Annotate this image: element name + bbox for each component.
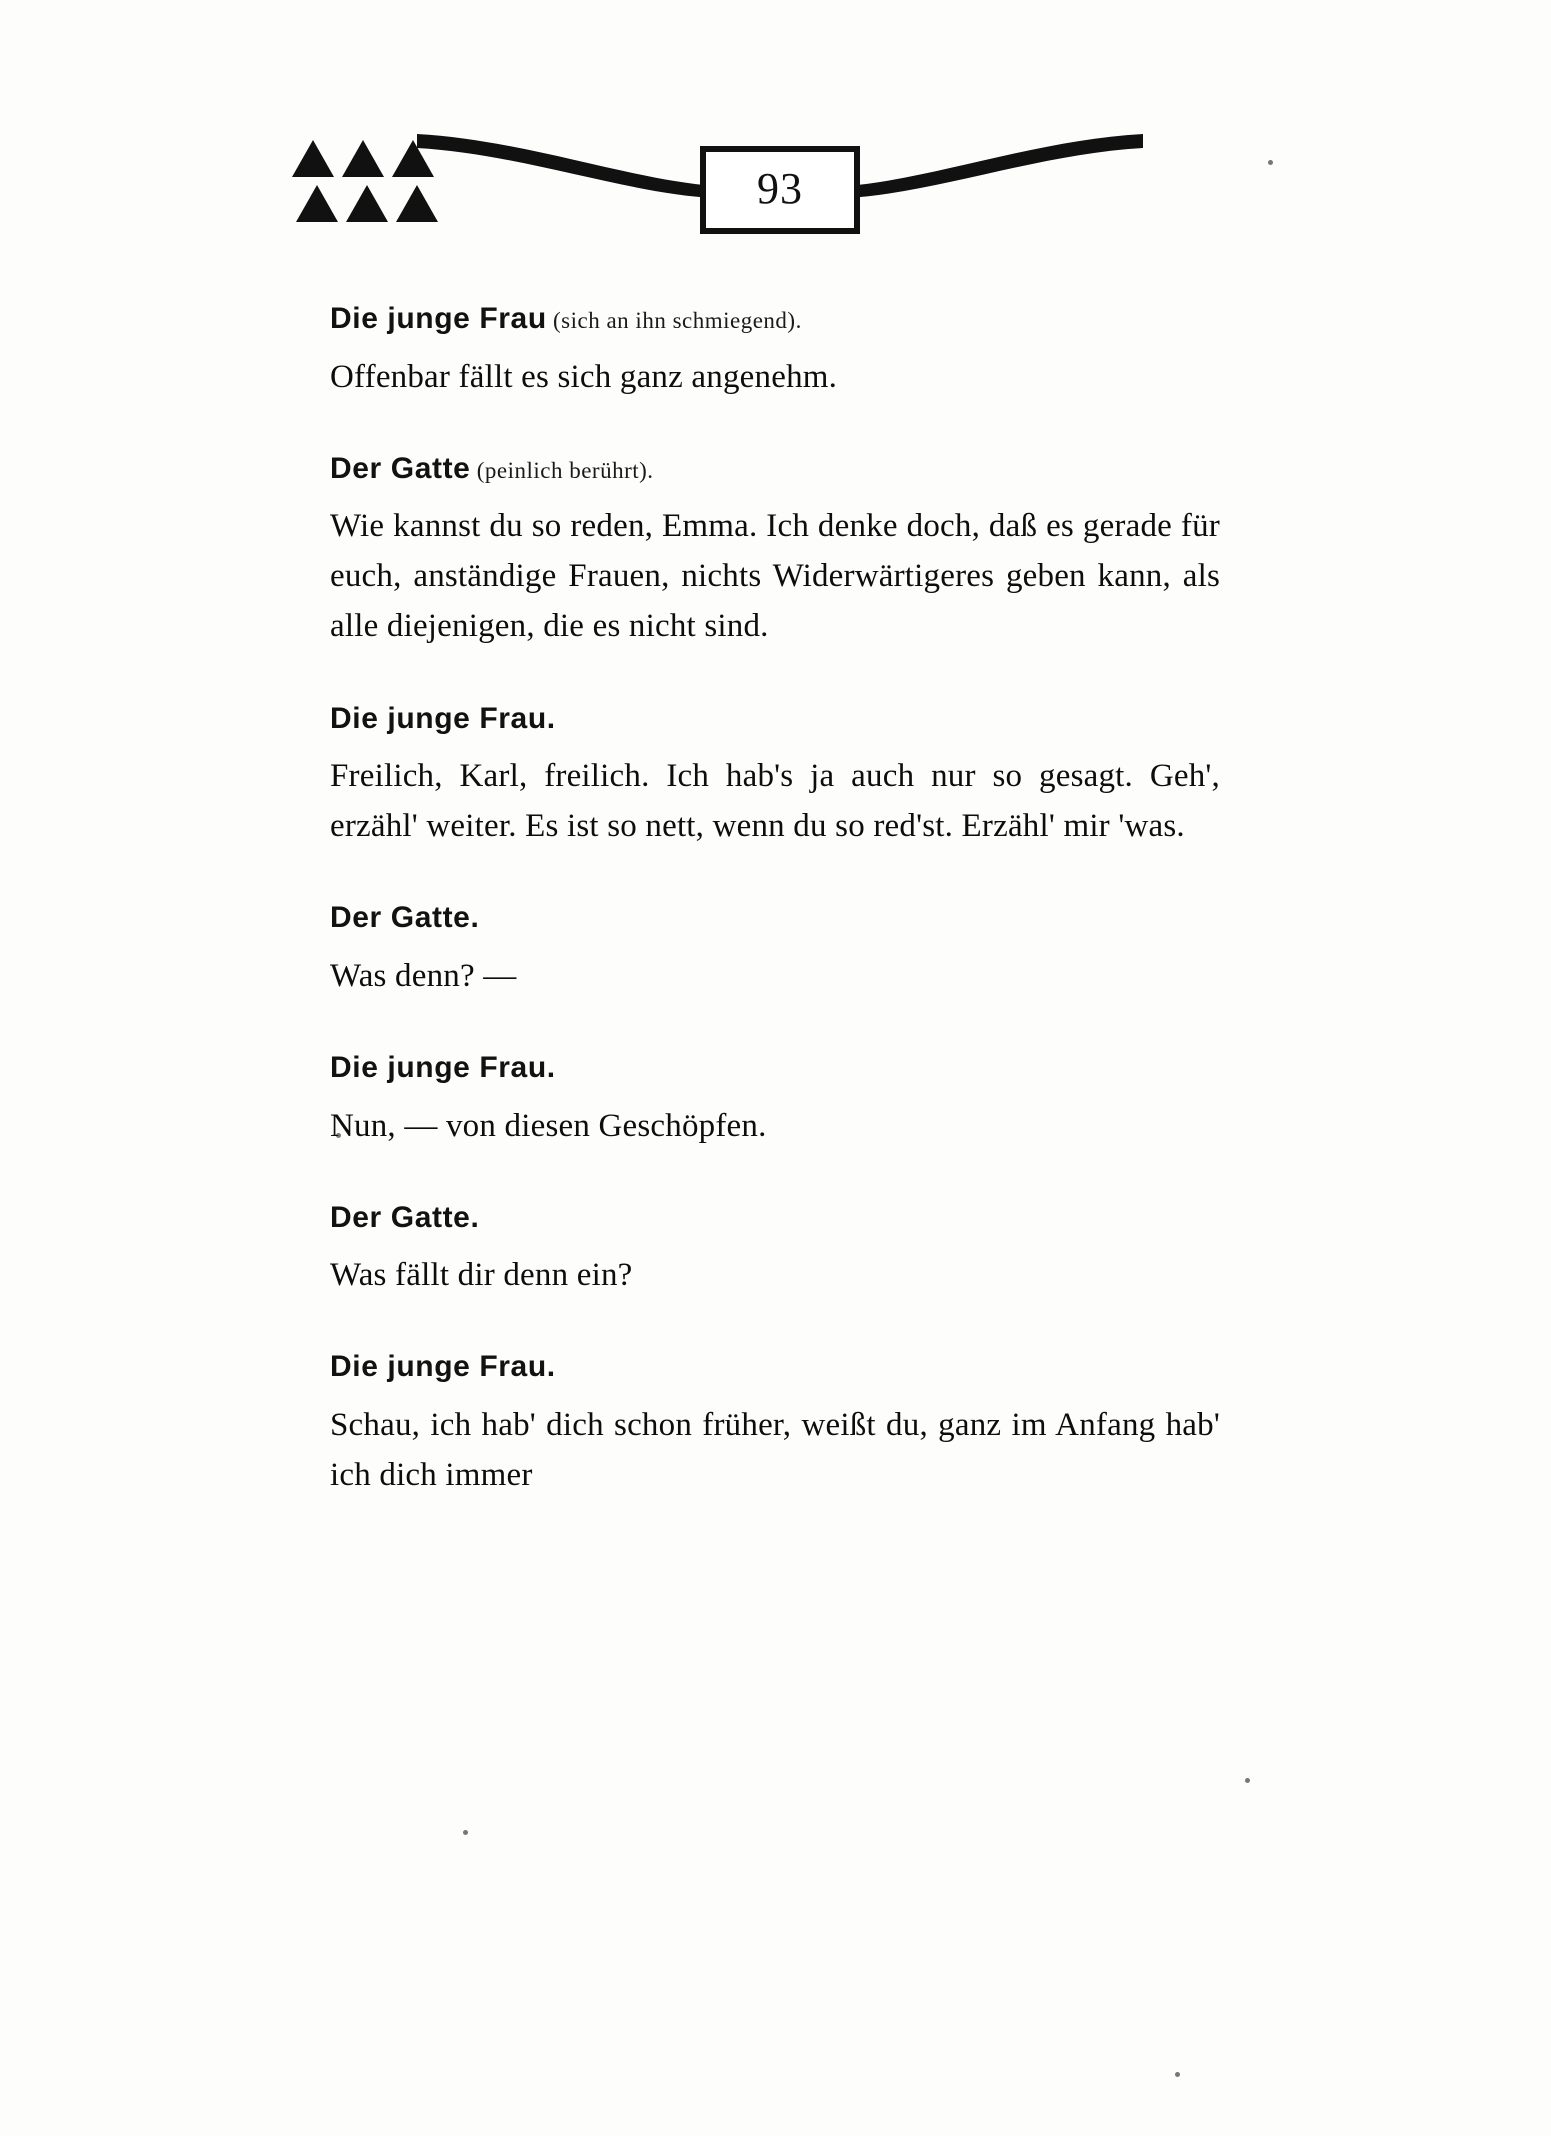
speaker-label: Der Gatte bbox=[330, 451, 471, 485]
dialogue-block bbox=[330, 700, 1220, 852]
speaker-label: Der Gatte. bbox=[330, 901, 480, 935]
page-number-box bbox=[700, 146, 860, 234]
print-speck bbox=[1245, 1778, 1250, 1783]
speaker-name bbox=[330, 1199, 1220, 1237]
speaker-name bbox=[330, 1348, 1220, 1386]
triangle-icon bbox=[346, 185, 388, 222]
speaker-label: Die junge Frau. bbox=[330, 1350, 556, 1384]
dialogue-line: Nun, — von diesen Geschöpfen. bbox=[330, 1107, 767, 1144]
dialogue-line: Offenbar fällt es sich ganz angenehm. bbox=[330, 358, 838, 395]
dialogue-line: Was denn? — bbox=[330, 957, 517, 994]
dialogue-line: Was fällt dir denn ein? bbox=[330, 1257, 633, 1294]
speaker-label: Die junge Frau. bbox=[330, 701, 556, 735]
stage-direction: (sich an ihn schmiegend). bbox=[546, 308, 802, 333]
speaker-name bbox=[330, 700, 1220, 738]
speaker-name bbox=[330, 1049, 1220, 1087]
speaker-label: Der Gatte. bbox=[330, 1200, 480, 1234]
speaker-label: Die junge Frau. bbox=[330, 1051, 556, 1085]
dialogue-block bbox=[330, 1348, 1220, 1500]
triangle-icon bbox=[292, 140, 334, 177]
dialogue-line: Wie kannst du so reden, Emma. Ich denke doch, daß es gerade für euch, anständige Frauen, nichts Widerwärtigeres geben kann, als alle diejenigen, die es nicht sind. bbox=[330, 508, 1220, 645]
speaker-name bbox=[330, 450, 1220, 488]
print-speck bbox=[1268, 160, 1273, 165]
page-header-ornament bbox=[285, 128, 1275, 233]
stage-direction: (peinlich berührt). bbox=[470, 457, 654, 483]
dialogue-block bbox=[330, 1199, 1220, 1301]
dialogue-line: Schau, ich hab' dich schon früher, weißt du, ganz im Anfang hab' ich dich immer bbox=[330, 1406, 1220, 1494]
page-body bbox=[330, 300, 1220, 1500]
speaker-label: Die junge Frau bbox=[330, 302, 547, 335]
dialogue-line: Freilich, Karl, freilich. Ich hab's ja auch nur so gesagt. Geh', erzähl' weiter. Es ist so nett, wenn du so red'st. Erzähl' mir 'was. bbox=[330, 758, 1220, 845]
print-speck bbox=[1175, 2072, 1180, 2077]
dialogue-block bbox=[330, 899, 1220, 1001]
dialogue-block bbox=[330, 1049, 1220, 1151]
print-speck bbox=[463, 1830, 468, 1835]
triangle-icon bbox=[296, 185, 338, 222]
dialogue-block bbox=[330, 450, 1220, 652]
triangle-icon bbox=[342, 140, 384, 177]
speaker-name bbox=[330, 300, 1220, 338]
speaker-name bbox=[330, 899, 1220, 937]
page-number: 93 bbox=[757, 163, 803, 213]
dialogue-block bbox=[330, 300, 1220, 402]
